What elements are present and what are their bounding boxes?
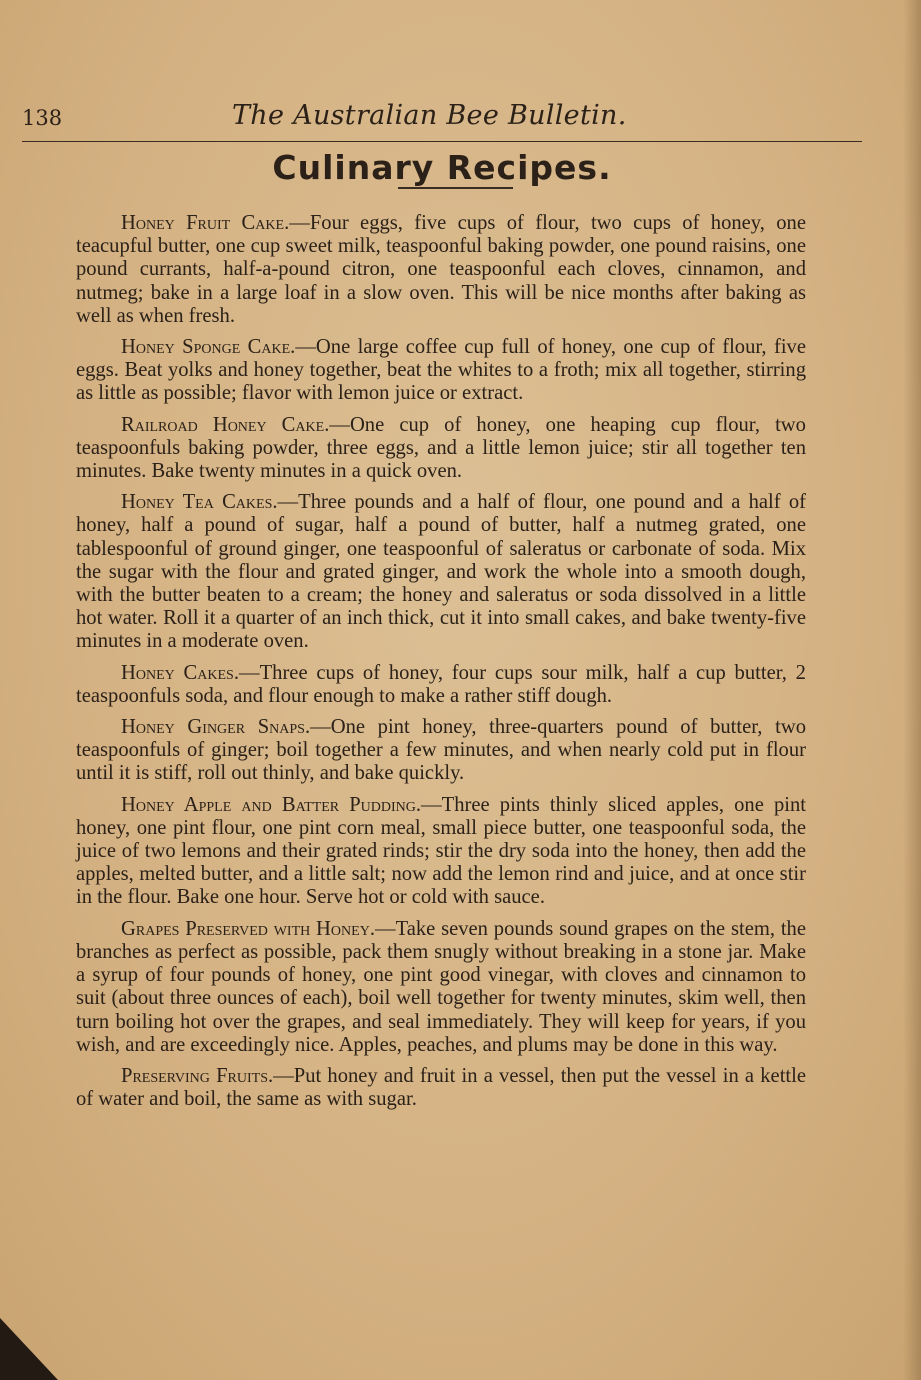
recipe-title: Honey Apple and Batter Pudding. — [121, 793, 422, 816]
recipe-text: —Put honey and fruit in a vessel, then put the vessel in a kettle of water and boil, the same as with sugar. — [76, 1064, 807, 1111]
recipe-grapes-preserved-with-honey — [76, 918, 806, 1057]
page-edge-shadow — [903, 0, 921, 1380]
recipe-railroad-honey-cake — [76, 414, 806, 484]
recipe-text: —One pint honey, three-quarters pound of butter, two teaspoonfuls of ginger; boil together a few minutes, and when nearly cold put in flour until it is stiff, roll out thinly, and bake quickly. — [76, 716, 806, 785]
recipe-honey-sponge-cake — [76, 336, 806, 406]
header-rule — [22, 141, 862, 142]
recipe-text: —Three pints thinly sliced apples, one pint honey, one pint flour, one pint corn meal, small piece butter, one teaspoonful soda, the juice of two lemons and their grated rinds; stir the dry soda into the honey, then add the apples, melted butter, and a little salt; now add the lemon rind and juice, and at once stir in the flour. Bake one hour. Serve hot or cold with sauce. — [76, 793, 806, 909]
section-title: Culinary Recipes. — [272, 148, 612, 187]
recipe-title: Railroad Honey Cake. — [121, 413, 330, 436]
recipe-title: Honey Cakes. — [121, 661, 239, 684]
recipe-text: —One large coffee cup full of honey, one cup of flour, five eggs. Beat yolks and honey together, beat the whites to a froth; mix all together, stirring as little as possible; flavor with lemon juice or extract. — [76, 336, 806, 405]
running-title: The Australian Bee Bulletin. — [232, 100, 627, 131]
recipe-title: Honey Fruit Cake. — [121, 212, 290, 234]
recipe-text: —Three cups of honey, four cups sour milk, half a cup butter, 2 teaspoonfuls soda, and flour enough to make a rather stiff dough. — [76, 661, 806, 707]
page-header — [22, 100, 862, 140]
recipe-honey-fruit-cake — [76, 212, 806, 328]
recipe-honey-tea-cakes — [76, 491, 806, 653]
recipe-title: Preserving Fruits. — [121, 1064, 274, 1087]
recipe-title: Honey Sponge Cake. — [121, 336, 296, 359]
recipe-text: —Take seven pounds sound grapes on the stem, the branches as perfect as possible, pack them snugly without breaking in a stone jar. Make a syrup of four pounds of honey, one pint good vinegar, with cloves and cinnamon to suit (about three ounces of each), boil well together for twenty minutes, skim well, then turn boiling hot over the grapes, and seal immediately. They will keep for years, if you wish, and are exceedingly nice. Apples, peaches, and plums may be done in this way. — [76, 917, 806, 1056]
recipe-text: —Four eggs, five cups of flour, two cups of honey, one teacupful butter, one cup sweet milk, teaspoonful baking powder, one pound raisins, one pound currants, half-a-pound citron, one teaspoonful each cloves, cinnamon, and nutmeg; bake in a large loaf in a slow oven. This will be nice months after baking as well as when fresh. — [76, 212, 806, 327]
recipe-honey-apple-batter-pudding — [76, 794, 806, 910]
recipe-preserving-fruits — [76, 1065, 806, 1111]
recipe-honey-ginger-snaps — [76, 716, 806, 786]
page-number: 138 — [22, 106, 63, 130]
recipe-title: Honey Tea Cakes. — [121, 491, 278, 514]
recipe-title: Honey Ginger Snaps. — [121, 716, 311, 739]
recipe-text: —One cup of honey, one heaping cup flour, two teaspoonfuls baking powder, three eggs, and a little lemon juice; stir all together ten minutes. Bake twenty minutes in a quick oven. — [76, 413, 806, 483]
recipe-honey-cakes — [76, 662, 806, 708]
recipe-title: Grapes Preserved with Honey. — [121, 917, 375, 940]
recipes-body — [76, 212, 806, 1111]
page-corner-shadow — [0, 1318, 58, 1380]
title-underline — [398, 187, 513, 189]
recipe-text: —Three pounds and a half of flour, one pound and a half of honey, half a pound of sugar, half a pound of butter, half a nutmeg grated, one tablespoonful of ground ginger, one teaspoonful of saleratus or carbonate of soda. Mix the sugar with the flour and grated ginger, and work the whole into a smooth dough, with the butter beaten to a cream; the honey and saleratus or soda dissolved in a little hot water. Roll it a quarter of an inch thick, cut it into small cakes, and bake twenty-five minutes in a moderate oven. — [76, 491, 806, 653]
